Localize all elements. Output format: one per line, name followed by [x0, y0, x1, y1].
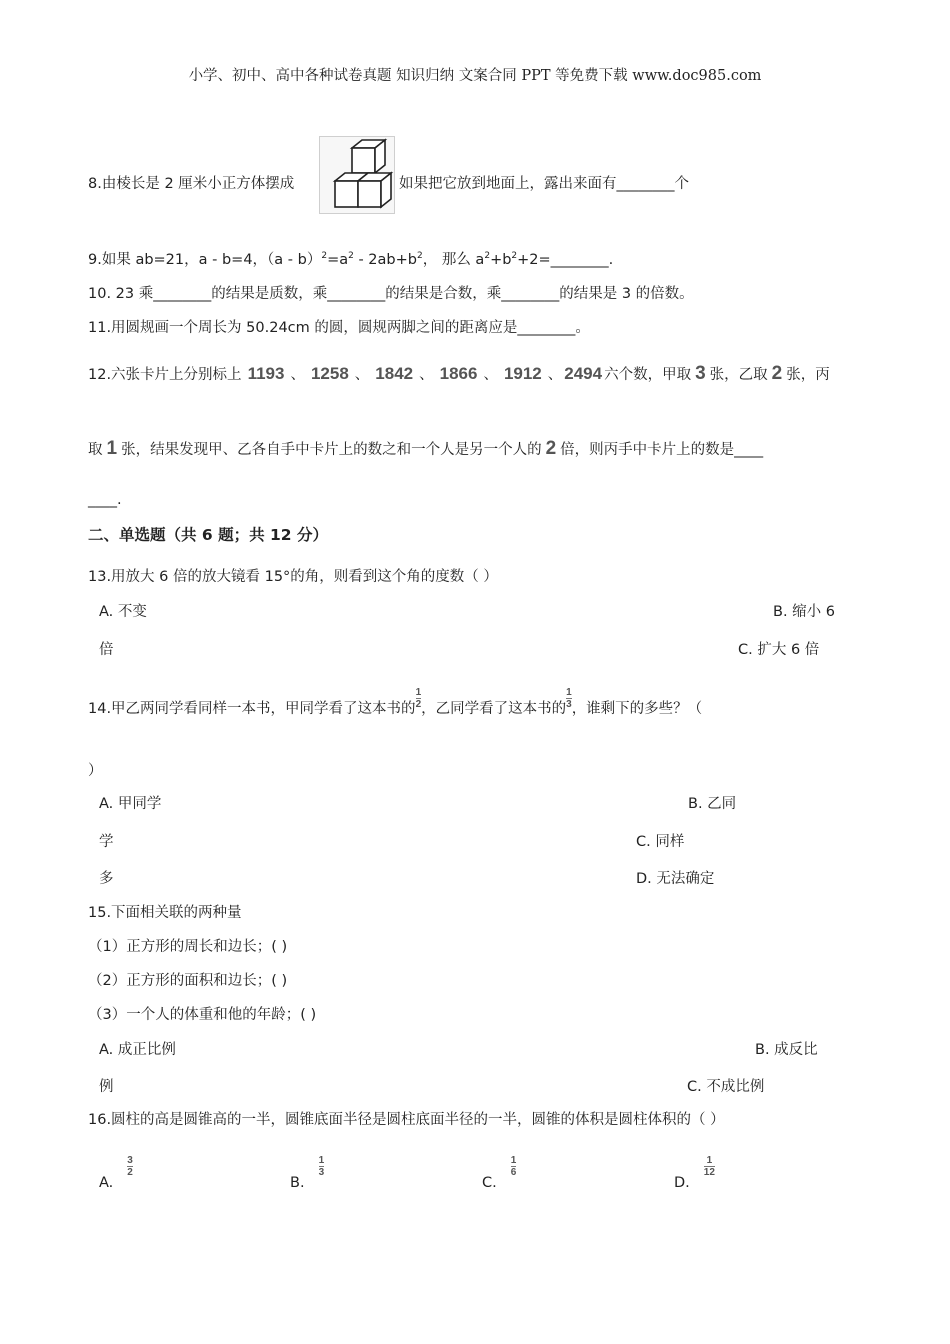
q12-line3: ____.: [88, 492, 122, 508]
q13-option-b-wrap: 倍: [99, 642, 114, 658]
q15-part-3: （3）一个人的体重和他的年龄；( ): [88, 1007, 317, 1023]
q10-text: 10. 23 乘________的结果是质数，乘________的结果是合数，乘________的结果是 3 的倍数。: [88, 286, 694, 302]
card-5: 1912: [503, 364, 542, 383]
q14-option-c: C. 同样: [636, 834, 685, 850]
card-1: 1193: [247, 364, 285, 383]
card-3: 1842: [375, 364, 414, 383]
q16-stem: 16.圆柱的高是圆锥高的一半，圆锥底面半径是圆柱底面半径的一半，圆锥的体积是圆柱体积的（ ）: [88, 1112, 725, 1128]
card-4: 1866: [439, 364, 478, 383]
q15-stem: 15.下面相关联的两种量: [88, 905, 242, 921]
q8-text-before: 8.由棱长是 2 厘米小正方体摆成: [88, 176, 295, 192]
q14-close: ）: [88, 763, 103, 779]
q15-option-c: C. 不成比例: [687, 1079, 765, 1095]
q13-option-c: C. 扩大 6 倍: [738, 642, 820, 658]
q16-option-b: B. $\frac{1}{3}$: [290, 1155, 325, 1191]
q14-option-b-wrap: 学: [99, 834, 114, 850]
q16-option-a: A. $\frac{3}{2}$: [99, 1155, 133, 1191]
q8-text-after: 如果把它放到地面上，露出来面有________个: [399, 176, 689, 192]
q14-stem: 14.甲乙两同学看同样一本书，甲同学看了这本书的 $\frac{1}{2}$ ，乙同学看了这本书的 $\frac{1}{3}$ ，谁剩下的多些？（: [88, 686, 703, 717]
q13-option-b: B. 缩小 6: [773, 604, 836, 620]
q14-option-d: D. 无法确定: [636, 871, 715, 887]
card-6: 2494: [564, 364, 603, 383]
section-title: 二、单选题（共 6 题；共 12 分）: [88, 526, 328, 544]
q15-option-a: A. 成正比例: [99, 1042, 176, 1058]
q12-line2: 取 1 张，结果发现甲、乙各自手中卡片上的数之和一个人是另一个人的 2 倍，则丙手中卡片上的数是____: [88, 438, 764, 459]
q9-text: 9.如果 ab=21，a - b=4，$(a - b)^2=a^2 - 2ab+b^2$， 那么 $a^2+b^2+2=\_\_\_\_\_\_\_\_$.: [88, 251, 614, 268]
fraction-half: $\frac{1}{2}$: [415, 686, 422, 710]
q14-option-b: B. 乙同: [688, 796, 737, 812]
q15-part-1: （1）正方形的周长和边长；( ): [88, 939, 288, 955]
q14-option-a: A. 甲同学: [99, 796, 162, 812]
q15-part-2: （2）正方形的面积和边长；( ): [88, 973, 288, 989]
q13-option-a: A. 不变: [99, 604, 147, 620]
q11-text: 11.用圆规画一个周长为 50.24cm 的圆，圆规两脚之间的距离应是________。: [88, 320, 590, 336]
card-2: 1258: [310, 364, 349, 383]
q12-line1: 12.六张卡片上分别标上 1193 、 1258 、 1842 、 1866 、 1912 、 2494 六个数，甲取 3 张，乙取 2 张，丙: [88, 363, 830, 384]
q16-option-d: D. $\frac{1}{12}$: [674, 1155, 715, 1191]
cube-stack-figure: [319, 136, 395, 214]
page-header: 小学、初中、高中各种试卷真题 知识归纳 文案合同 PPT 等免费下载 www.doc985.com: [188, 68, 762, 84]
q16-option-c: C. $\frac{1}{6}$: [482, 1155, 517, 1191]
q14-option-c-wrap: 多: [99, 871, 114, 887]
q15-option-b-wrap: 例: [99, 1079, 114, 1095]
fraction-third: $\frac{1}{3}$: [566, 686, 572, 710]
q15-option-b: B. 成反比: [755, 1042, 818, 1058]
q13-stem: 13.用放大 6 倍的放大镜看 15°的角，则看到这个角的度数（ ）: [88, 569, 498, 585]
